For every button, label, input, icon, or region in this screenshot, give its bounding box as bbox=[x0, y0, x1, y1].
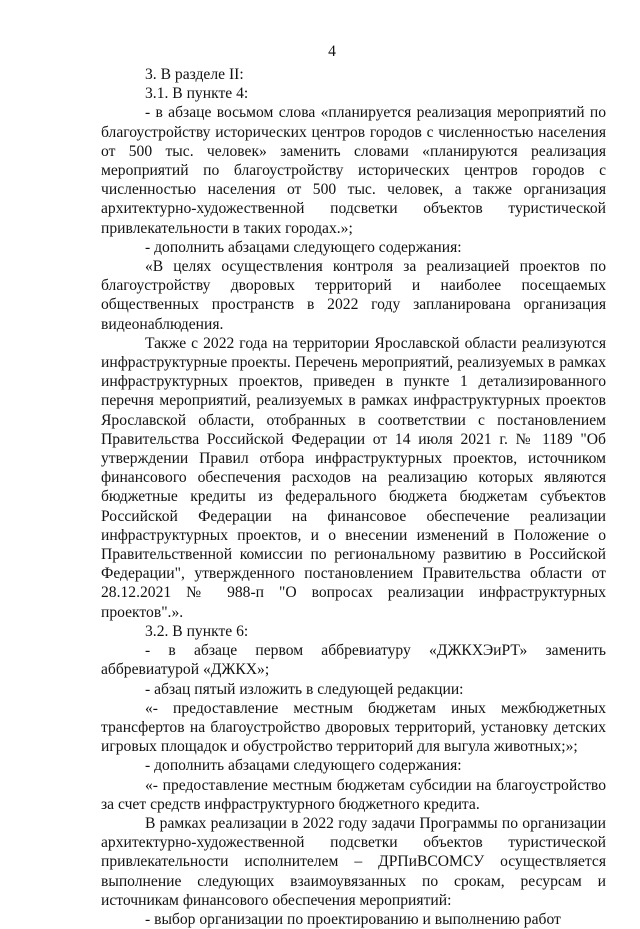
paragraph: - дополнить абзацами следующего содержания: bbox=[145, 238, 462, 256]
paragraph: - в абзаце первом аббревиатуру «ДЖКХЭиРТ» заменить аббревиатурой «ДЖКХ»; bbox=[101, 642, 606, 679]
paragraph: «- предоставление местным бюджетам субсидии на благоустройство за счет средств инфраструктурного бюджетного кредита. bbox=[101, 776, 606, 813]
paragraph: В рамках реализации в 2022 году задачи Программы по организации архитектурно-художественной подсветки объектов туристической привлекательности исполнителем – ДРПиВСОМСУ осуществляется выполнение следующих взаимоувязанных по срокам, ресурсам и источникам финансового обеспечения мероприятий: bbox=[101, 814, 606, 909]
paragraph: Также с 2022 года на территории Ярославской области реализуются инфраструктурные проекты. Перечень мероприятий, реализуемых в рамках инфраструктурных проектов, приведен в пункте 1 детализированного перечня мероприятий, реализуемых в рамках инфраструктурных проектов Ярославской области, отобранных в соответствии с постановлением Правительства Российской Федерации от 14 июля 2021 г. № 1189 "Об утверждении Правил отбора инфраструктурных проектов, источником финансового обеспечения расходов на реализацию которых являются бюджетные кредиты из федерального бюджета бюджетам субъектов Российской Федерации на финансовое обеспечение реализации инфраструктурных проектов, и о внесении изменений в Положение о Правительственной комиссии по региональному развитию в Российской Федерации", утвержденного постановлением Правительства области от 28.12.2021 № 988-п "О вопросах реализации инфраструктурных проектов".». bbox=[101, 334, 606, 621]
paragraph: - дополнить абзацами следующего содержания: bbox=[145, 757, 462, 775]
paragraph: - выбор организации по проектированию и выполнению работ bbox=[145, 910, 561, 928]
page-number: 4 bbox=[328, 43, 336, 60]
paragraph: - в абзаце восьмом слова «планируется реализация мероприятий по благоустройству исторических центров городов с численностью населения от 500 тыс. человек» заменить словами «планируются реализация мероприятий по благоустройству исторических центров городов с численностью населения от 500 тыс. человек, а также организация архитектурно-художественной подсветки объектов туристической привлекательности в таких городах.»; bbox=[101, 104, 606, 237]
document-body bbox=[101, 65, 606, 929]
subsection-heading: 3.1. В пункте 4: bbox=[145, 85, 249, 103]
subsection-heading: 3.2. В пункте 6: bbox=[145, 622, 249, 640]
paragraph: - абзац пятый изложить в следующей редакции: bbox=[145, 680, 464, 698]
section-heading: 3. В разделе II: bbox=[145, 66, 244, 83]
paragraph: «- предоставление местным бюджетам иных межбюджетных трансфертов на благоустройство дворовых территорий, установку детских игровых площадок и обустройство территорий для выгула животных;»; bbox=[101, 699, 606, 756]
paragraph: «В целях осуществления контроля за реализацией проектов по благоустройству дворовых территорий и наиболее посещаемых общественных пространств в 2022 году запланирована организация видеонаблюдения. bbox=[101, 258, 606, 333]
